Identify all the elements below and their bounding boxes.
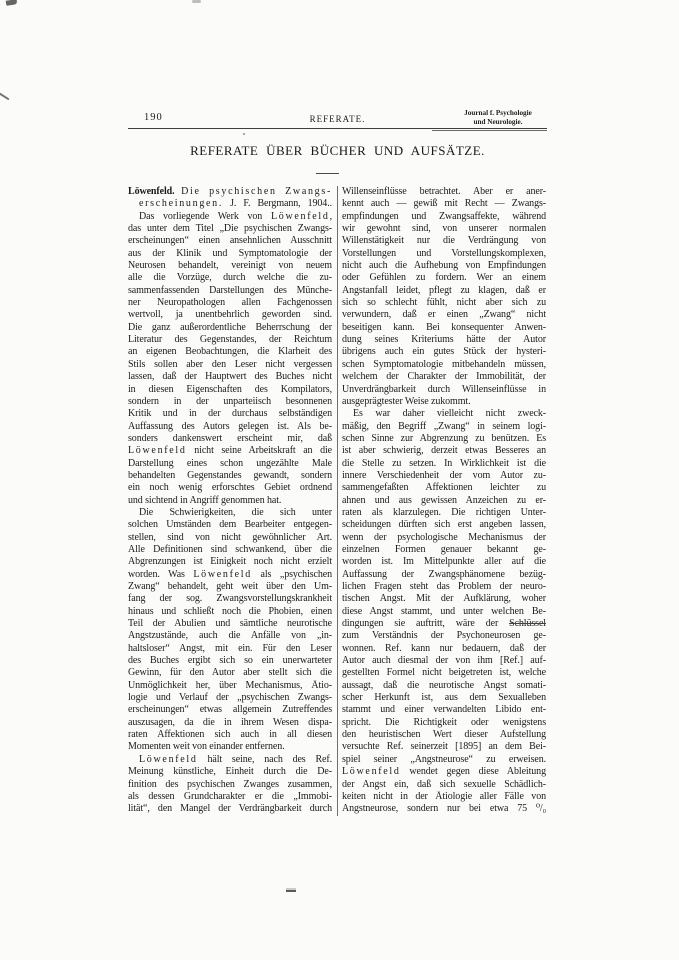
text-segment: fang der sog. Zwangsvorstellungskrankheit	[128, 593, 332, 605]
text-segment: Auffassung des Autors gelegen ist. Als be-	[128, 420, 332, 432]
text-segment: scheidungen dürften sich erst angeben lassen,	[342, 519, 546, 531]
text-line	[342, 667, 546, 679]
text-line	[128, 803, 332, 815]
text-line	[342, 717, 546, 729]
text-line	[342, 272, 546, 284]
text-line	[128, 408, 332, 420]
text-segment: ein noch wenig erforschtes Gebiet ordnend	[128, 482, 332, 494]
text-segment: ,	[329, 210, 332, 222]
title-dash	[316, 173, 339, 174]
text-line	[128, 643, 332, 655]
text-segment: raten Affektionen sich auch in all diesen	[128, 729, 332, 741]
text-line	[128, 532, 332, 544]
text-segment: spricht. Die Richtigkeit oder wenigstens	[342, 716, 546, 728]
text-line	[128, 359, 332, 371]
text-line	[128, 285, 332, 297]
text-line	[342, 421, 546, 433]
text-segment: Schlüssel	[509, 618, 546, 630]
text-line	[342, 297, 546, 309]
text-segment: stammt und einer verwandelten Libido ent-	[342, 704, 546, 716]
text-line	[128, 581, 332, 593]
text-line	[342, 322, 546, 334]
text-segment: Angstanfall leidet, pflegt zu klagen, daß er	[342, 284, 546, 296]
text-segment: Unverdrängbarkeit durch Willenseinflüsse in	[342, 383, 546, 395]
text-line	[128, 235, 332, 247]
text-line	[128, 680, 332, 692]
text-line	[342, 309, 546, 321]
text-segment: haltsloser“ Angst, mit ein. Für den Leser	[128, 642, 332, 654]
text-line	[128, 704, 332, 716]
text-segment: Literatur des Gegenstandes, der Reichtum	[128, 334, 332, 346]
text-segment: mäßig, den Begriff „Zwang“ in seinem logi-	[342, 420, 546, 432]
text-segment: sondern in der unparteiisch besonnenen	[128, 395, 332, 407]
text-segment: Stils sollen aber den Leser nicht vergessen	[128, 358, 332, 370]
text-line	[128, 223, 332, 235]
text-segment: Neurosen behandelt, vereinigt von neuem	[128, 260, 332, 272]
text-line	[128, 556, 332, 568]
text-segment: einzelnen Formen genauer bekannt ge-	[342, 543, 546, 555]
text-segment: nicht seine Arbeitskraft an die	[186, 445, 332, 457]
text-line	[128, 309, 332, 321]
text-segment: den heuristischen Wert dieser Aufstellung	[342, 729, 546, 741]
text-segment: Gewinn, für den Autor aber stellt sich die	[128, 667, 332, 679]
text-segment: wertvoll, ja unentbehrlich geworden sind.	[128, 309, 332, 321]
text-segment: worden ist. Im Mittelpunkte aller auf die	[342, 556, 546, 568]
text-segment: Darstellung eines schon ungezählte Male	[128, 457, 332, 469]
text-segment: Löwenfeld	[342, 766, 401, 778]
text-segment: sammengefaßten Affektionen leichter zu	[342, 482, 546, 494]
text-line	[128, 630, 332, 642]
text-segment: gestellten Formel nicht beigetreten ist, welche	[342, 667, 546, 679]
text-segment: logie und Verlauf der „psychischen Zwangs-	[128, 692, 332, 704]
text-line	[128, 297, 332, 309]
text-segment: schen Symptomatologie mitbehandeln müssen,	[342, 358, 546, 370]
text-segment: an eigenen Beobachtungen, die Klarheit des	[128, 346, 332, 358]
text-line	[128, 507, 332, 519]
running-title: REFERATE.	[309, 114, 366, 124]
scan-artifact	[0, 92, 10, 101]
text-segment: ahnen und aus gewissen Anzeichen zu er-	[342, 494, 546, 506]
text-line	[342, 754, 546, 766]
text-segment: ausgeprägtester Weise zukommt.	[342, 395, 471, 407]
text-line	[128, 433, 332, 445]
text-line	[342, 779, 546, 791]
text-line	[128, 211, 332, 223]
text-line	[342, 692, 546, 704]
text-line	[342, 285, 546, 297]
text-segment: Unmöglichkeit her, über Mechanismus, Ätio-	[128, 679, 332, 691]
text-line	[342, 223, 546, 235]
text-segment: nicht auch die Aufhebung von Empfindungen	[342, 260, 546, 272]
text-segment: hinaus und schließt noch die Phobien, einen	[128, 605, 332, 617]
text-segment: versuchte Ref. seinerzeit [1895] an dem Bei-	[342, 741, 546, 753]
text-segment: die Stelle zu setzen. In Wirklichkeit ist die	[342, 457, 546, 469]
text-line	[128, 593, 332, 605]
text-line	[342, 186, 546, 198]
text-line	[128, 655, 332, 667]
text-segment: übrigens auch ein gutes Stück der hysteri-	[342, 346, 546, 358]
text-segment: Willenseinflüsse betrachtet. Aber er aner-	[342, 186, 546, 197]
text-segment: wenn der psychologische Mechanismus der	[342, 531, 546, 543]
text-segment: sonders dankenswert erscheint mir, daß	[128, 432, 332, 444]
text-line	[342, 260, 546, 272]
text-segment: Die ganz außerordentliche Beherrschung der	[128, 321, 332, 333]
text-segment: aus der Klinik und Symptomatologie der	[128, 247, 332, 259]
scan-artifact	[286, 890, 296, 892]
text-line	[342, 396, 546, 408]
text-line	[128, 186, 332, 198]
text-line	[342, 495, 546, 507]
text-line	[342, 704, 546, 716]
column-divider-rule	[337, 186, 338, 816]
text-segment: der Angst ein, daß sich sexuelle Schädlich-	[342, 778, 546, 790]
text-segment: raten als klarzulegen. Die richtigen Unter-	[342, 506, 546, 518]
text-segment: empfindungen und Zwangsaffekte, während	[342, 210, 546, 222]
text-segment: Die psychischen Zwangs-	[181, 186, 332, 197]
text-segment: spiel seiner „Angstneurose“ zu erweisen.	[342, 753, 546, 765]
text-segment: Löwenfeld	[139, 753, 198, 765]
text-line	[128, 779, 332, 791]
text-segment: erscheinungen“ einen ansehnlichen Ausschnitt	[128, 235, 332, 247]
text-line	[128, 495, 332, 507]
text-line	[342, 630, 546, 642]
article-body	[128, 186, 547, 816]
text-line	[128, 322, 332, 334]
text-segment: worden. Was	[128, 568, 194, 580]
text-segment: Meinung künstliche, Einheit durch die De-	[128, 766, 332, 778]
text-line	[128, 198, 332, 210]
text-line	[128, 272, 332, 284]
text-segment: Das vorliegende Werk von	[139, 210, 271, 222]
text-line	[128, 458, 332, 470]
text-segment: in diesen Eigenschaften des Kompilators,	[128, 383, 332, 395]
text-line	[128, 260, 332, 272]
text-line	[342, 519, 546, 531]
text-segment: alle die Vorzüge, durch welche die zu-	[128, 272, 332, 284]
text-line	[128, 421, 332, 433]
text-segment: ner Neuropathologen allen Fachgenossen	[128, 297, 332, 309]
text-line	[128, 569, 332, 581]
text-segment: wendet gegen diese Ableitung	[400, 766, 546, 778]
scan-artifact	[243, 133, 245, 135]
text-segment: Auffassung der Zwangsphänomene bezüg-	[342, 568, 546, 580]
text-line	[342, 606, 546, 618]
journal-name	[453, 109, 543, 126]
text-line	[342, 346, 546, 358]
journal-name-line1: Journal f. Psychologie	[464, 109, 532, 117]
text-line	[342, 470, 546, 482]
header-rule	[128, 128, 547, 129]
text-segment: welchem der Charakter der Immobilität, der	[342, 371, 546, 383]
text-line	[128, 692, 332, 704]
text-segment: Momenten weit von einander entfernen.	[128, 741, 285, 753]
text-line	[128, 606, 332, 618]
text-segment: schen Sinne zur Abgrenzung zu benützen. Es	[342, 432, 546, 444]
text-segment: beseitigen kann. Bei konsequenter Anwen-	[342, 321, 546, 333]
text-line	[128, 519, 332, 531]
text-segment: das unter dem Titel „Die psychischen Zwangs-	[128, 223, 332, 235]
text-line	[342, 618, 546, 630]
text-line	[342, 458, 546, 470]
text-line	[128, 741, 332, 753]
text-segment: lassen, daß der Hauptwert des Buches nicht	[128, 371, 332, 383]
text-line	[342, 766, 546, 778]
text-segment: verwundern, daß er einen „Zwang“ nicht	[342, 309, 546, 321]
text-segment: lität“, den Mangel der Verdrängbarkeit durch	[128, 803, 332, 815]
text-segment: lichen Fragen steht das Problem der neuro-	[342, 581, 546, 592]
text-segment: erscheinungen“ etwas allgemein Zutreffendes	[128, 704, 332, 716]
text-line	[342, 680, 546, 692]
text-segment: Alle Definitionen sind schwankend, über die	[128, 543, 332, 555]
text-line	[342, 729, 546, 741]
page-header	[128, 111, 547, 129]
text-line	[342, 507, 546, 519]
scan-artifact	[192, 0, 201, 3]
text-line	[128, 482, 332, 494]
text-segment: Angstzustände, auch die Anfälle von „in-	[128, 630, 332, 642]
text-line	[128, 717, 332, 729]
text-segment: sich so schlecht fühlt, nicht aber sich zu	[342, 297, 546, 309]
text-segment: auszusagen, da die in ihrem Wesen dispa-	[128, 716, 332, 728]
text-segment: Löwenfeld	[270, 210, 330, 222]
text-segment: diese Angst stammt, und unter welchen Be-	[342, 605, 546, 617]
text-line	[128, 667, 332, 679]
text-line	[342, 532, 546, 544]
text-line	[342, 408, 546, 420]
text-segment: ist aber schwierig, derzeit etwas Besseres an	[342, 445, 546, 457]
text-line	[342, 643, 546, 655]
text-segment: aussagt, daß die neurotische Angst somati-	[342, 679, 546, 691]
text-segment: als „psychischen	[251, 568, 332, 580]
text-segment: als dessen Grundcharakter er die „Immobi-	[128, 790, 332, 802]
journal-name-line2: und Neurologie.	[473, 117, 523, 126]
text-segment: sammenfassenden Darstellungen des Münche-	[128, 284, 332, 296]
text-segment: Kritik und in der durchaus selbständigen	[128, 408, 332, 420]
text-segment: Löwenfeld	[128, 445, 187, 457]
text-segment: Die Schwierigkeiten, die sich unter	[139, 506, 332, 518]
header-rule-right	[432, 130, 547, 131]
page-number: 190	[144, 112, 163, 123]
text-line	[128, 384, 332, 396]
text-line	[342, 235, 546, 247]
text-line	[342, 655, 546, 667]
text-line	[128, 371, 332, 383]
text-segment: oder Gefühlen zu fordern. Wer an einem	[342, 272, 546, 284]
text-segment: Angstneurose, sondern nur bei etwa 75 ⁰/₀	[342, 803, 546, 815]
text-line	[342, 371, 546, 383]
text-segment: Es war daher vielleicht nicht zweck-	[353, 408, 546, 420]
text-line	[342, 556, 546, 568]
text-line	[128, 766, 332, 778]
text-segment: Löwenfeld.	[128, 186, 175, 197]
text-line	[128, 346, 332, 358]
text-line	[342, 791, 546, 803]
text-line	[342, 433, 546, 445]
text-segment: scher Herkunft ist, aus dem Sexualleben	[342, 692, 546, 704]
text-segment: dung seines Kriteriums hätte der Autor	[342, 334, 546, 346]
text-segment: solchen Umständen dem Bearbeiter entgegen-	[128, 519, 332, 531]
text-line	[342, 482, 546, 494]
text-segment: stellen, sind von nicht gewöhnlicher Art.	[128, 531, 332, 543]
text-segment: Zwang“ behandelt, geht weit über den Um-	[128, 581, 332, 592]
text-line	[342, 581, 546, 593]
text-segment: wir gewohnt sind, von unserer normalen	[342, 223, 546, 235]
text-segment: Willenstätigkeit nur die Verdrängung von	[342, 235, 546, 247]
text-line	[342, 359, 546, 371]
text-segment: kennt auch — gewiß mit Recht — Zwangs-	[342, 198, 546, 210]
text-segment: keiten nicht in der Ätiologie aller Fälle von	[342, 790, 546, 802]
text-line	[342, 211, 546, 223]
text-segment: innere Verschiedenheit der vom Autor zu-	[342, 469, 546, 481]
text-line	[128, 618, 332, 630]
text-segment: Vorstellungen und Vorstellungskomplexen,	[342, 247, 546, 259]
text-line	[342, 198, 546, 210]
text-segment: Löwenfeld	[193, 568, 252, 580]
text-line	[128, 791, 332, 803]
text-line	[128, 334, 332, 346]
text-line	[342, 803, 546, 815]
text-line	[342, 593, 546, 605]
text-line	[342, 445, 546, 457]
text-segment: Teil der Abulien und sämtliche neurotische	[128, 618, 332, 630]
text-segment: wonnen. Ref. kann nur bedauern, daß der	[342, 642, 546, 654]
text-segment: J. F. Bergmann, 1904..	[223, 198, 332, 210]
scan-artifact	[6, 0, 18, 6]
text-line	[128, 445, 332, 457]
text-line	[128, 544, 332, 556]
text-line	[128, 729, 332, 741]
text-segment: zum Verständnis der Psychoneurosen ge-	[342, 630, 546, 642]
text-line	[342, 334, 546, 346]
text-segment: tischen Angst. Mit der Aufklärung, woher	[342, 593, 546, 605]
text-segment: des Buches ergibt sich so ein unerwarteter	[128, 655, 332, 667]
text-line	[342, 544, 546, 556]
text-line	[342, 248, 546, 260]
text-line	[128, 754, 332, 766]
section-title: REFERATE ÜBER BÜCHER UND AUFSÄTZE.	[190, 143, 485, 158]
text-segment: hält seine, nach des Ref.	[197, 753, 332, 765]
text-segment: behandelten Gegenstandes gewandt, sondern	[128, 469, 332, 481]
text-segment: Abgrenzungen ist Einigkeit noch nicht erzielt	[128, 556, 332, 568]
text-line	[128, 470, 332, 482]
text-line	[342, 741, 546, 753]
text-line	[128, 248, 332, 260]
text-segment: Autor auch diesmal der von ihm [Ref.] auf-	[342, 655, 546, 667]
right-column	[342, 186, 546, 816]
text-line	[342, 384, 546, 396]
text-line	[128, 396, 332, 408]
text-line	[342, 569, 546, 581]
text-segment: finition des psychischen Zwanges zusammen,	[128, 778, 332, 790]
text-segment: erscheinungen.	[139, 198, 224, 210]
left-column	[128, 186, 332, 816]
text-segment: und sichtend in Angriff genommen hat.	[128, 494, 282, 506]
text-segment: dingungen sie auftritt, wäre der	[342, 618, 510, 630]
